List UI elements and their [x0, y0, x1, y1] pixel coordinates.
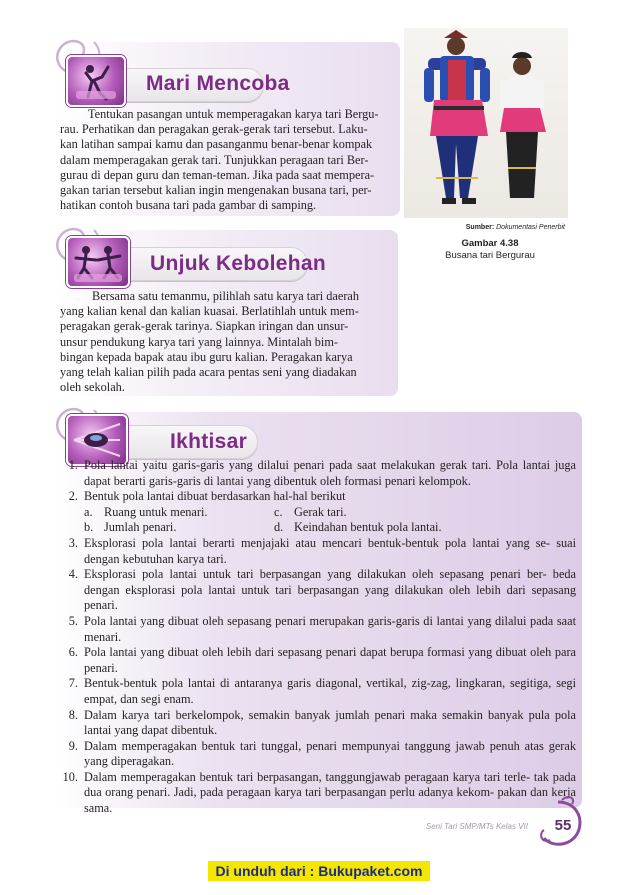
summary-icon [68, 416, 126, 464]
sub-list [84, 505, 576, 536]
list-item-line: Dalam memperagakan bentuk tari tunggal, penari mempunyai tanggung jawab penuh atas [84, 738, 544, 753]
figure-caption: Busana tari Bergurau [445, 250, 535, 261]
list-item [56, 614, 576, 645]
sub-item-text: Keindahan bentuk pola lantai. [294, 520, 442, 535]
list-item-number: 9. [68, 738, 78, 753]
list-item-line: Dalam karya tari berkelompok, semakin banyak jumlah penari maka semakin banyak pula [84, 707, 550, 722]
list-item-line: Bentuk pola lantai dibuat berdasarkan hal-hal berikut [84, 489, 346, 504]
list-item-line: oleh para penari. [84, 645, 577, 675]
sub-item [274, 505, 576, 521]
list-item [56, 708, 576, 739]
page-number: 55 [548, 813, 578, 837]
sub-item-letter: b. [84, 520, 94, 535]
sub-item-letter: a. [84, 504, 93, 519]
mencoba-line: rau. Perhatikan dan peragakan gerak-gerak tari tersebut. Laku- [60, 122, 368, 137]
list-item [56, 536, 576, 567]
kebolehan-emblem [66, 236, 130, 288]
sub-item-text: Ruang untuk menari. [104, 504, 208, 519]
list-item-number: 3. [68, 535, 78, 550]
kebolehan-line: oleh sekolah. [60, 380, 125, 395]
sub-item [84, 505, 274, 521]
list-item-line: pola lantai yang dapat dibentuk. [84, 707, 576, 738]
list-item-line: Pola lantai yang dibuat oleh lebih dari sepasang penari dapat berupa formasi yang dibuat [84, 645, 527, 660]
list-item-line: juga dapat berarti garis-garis di lantai yang dibentuk oleh formasi penari kelompok. [84, 458, 576, 488]
figure-source-text: Dokumentasi Penerbit [496, 224, 565, 231]
list-item [56, 567, 576, 614]
mencoba-emblem [66, 55, 126, 107]
download-banner[interactable]: Di unduh dari : Bukupaket.com [208, 861, 430, 881]
mencoba-body [60, 107, 394, 213]
kebolehan-line: Bersama satu temanmu, pilihlah satu karya tari daerah [92, 289, 360, 303]
mencoba-line: kan latihan sampai kamu dan pasanganmu benar-benar kompak [60, 137, 373, 152]
list-item-line: tak pada dua orang penari. Jadi, pada peragaan karya tari berpasangan perlu adanya kekom- [84, 769, 577, 800]
sub-item-letter: c. [274, 504, 283, 519]
mencoba-title: Mari Mencoba [146, 72, 290, 95]
mencoba-line: dalam memperagakan gerak tari. Tunjukkan peragaan tari Ber- [60, 152, 369, 167]
kebolehan-line: bingan kepada bapak atau ibu guru kalian. Peragakan karya [60, 349, 353, 364]
list-item [56, 739, 576, 770]
kebolehan-line: yang kalian kenal dan kalian kuasai. Berlatihlah untuk mem- [60, 304, 359, 319]
figure-source [415, 224, 565, 231]
list-item-number: 4. [68, 567, 78, 582]
list-item [56, 770, 576, 817]
sub-item-letter: d. [274, 520, 284, 535]
list-item-line: segi empat, dan segi enam. [84, 676, 576, 706]
list-item-line: Dalam memperagakan bentuk tari berpasangan, tanggungjawab peragaan karya tari terle- [84, 769, 531, 784]
list-item-line: sepasang penari. [84, 582, 576, 613]
mencoba-line: gurau di depan guru dan teman-teman. Jika pada saat mempera- [60, 167, 375, 182]
mencoba-line: hatikan contoh busana tari pada gambar di samping. [60, 198, 317, 213]
list-item-line: Bentuk-bentuk pola lantai di antaranya garis diagonal, vertikal, zig-zag, lingkaran, segitiga, [84, 676, 552, 691]
list-item-number: 8. [68, 707, 78, 722]
figure-title: Gambar 4.38 [461, 238, 519, 249]
figure-source-label: Sumber: [465, 224, 495, 231]
dancer-icon [68, 57, 124, 105]
list-item-number: 2. [68, 489, 78, 504]
sub-item [274, 520, 576, 536]
list-item-number: 1. [68, 458, 78, 472]
list-item-line: Pola lantai yaitu garis-garis yang dilalui penari pada saat melakukan gerak tari. Pola lantai [84, 458, 551, 472]
list-item-line: Eksplorasi pola lantai untuk tari berpasangan yang dilakukan oleh sepasang penari ber- [84, 567, 547, 582]
list-item-number: 5. [68, 613, 78, 628]
kebolehan-line: unsur pendukung karya tari yang lainnya. Mintalah bim- [60, 334, 338, 349]
mencoba-line: Tentukan pasangan untuk memperagakan karya tari Bergu- [88, 107, 379, 121]
list-item-number: 6. [68, 645, 78, 660]
list-item-number: 7. [68, 676, 78, 691]
list-item [56, 645, 576, 676]
kebolehan-body [60, 289, 390, 395]
mencoba-line: gakan tarian tersebut kalian ingin mengenakan busana tari, per- [60, 183, 372, 198]
kebolehan-line: yang telah kalian pilih pada acara pentas seni yang diadakan [60, 365, 357, 380]
dancers-illustration [404, 28, 568, 218]
list-item [56, 489, 576, 536]
list-item [56, 458, 576, 489]
list-item-line: suai dengan kebutuhan karya tari. [84, 535, 577, 566]
sub-item [84, 520, 274, 536]
list-item [56, 676, 576, 707]
list-item-line: gerak yang diperagakan. [84, 738, 576, 769]
ikhtisar-list [56, 458, 576, 817]
kebolehan-title: Unjuk Kebolehan [150, 252, 327, 275]
sub-item-text: Gerak tari. [294, 504, 347, 519]
list-item-number: 10. [62, 769, 78, 784]
book-title: Seni Tari SMP/MTs Kelas VII [425, 822, 528, 831]
list-item-line: pada saat menari. [84, 613, 577, 644]
dancers-photo [404, 28, 568, 218]
kebolehan-line: peragakan gerak-gerak tarinya. Siapkan iringan dan unsur- [60, 319, 349, 334]
list-item-line: Pola lantai yang dibuat oleh sepasang penari merupakan garis-garis di lantai yang dilalui [84, 613, 527, 628]
list-item-line: Eksplorasi pola lantai berarti menjajaki atau mencari bentuk-bentuk pola lantai yang se- [84, 535, 551, 550]
dancers-group-icon [68, 238, 128, 286]
list-item-line: beda dengan eksplorasi pola lantai untuk tari berpasangan yang dilakukan oleh lebih dari [84, 567, 577, 597]
ikhtisar-title: Ikhtisar [170, 430, 248, 453]
list-item-line: pakan dan kerja sama. [84, 785, 577, 816]
sub-item-text: Jumlah penari. [104, 520, 177, 535]
